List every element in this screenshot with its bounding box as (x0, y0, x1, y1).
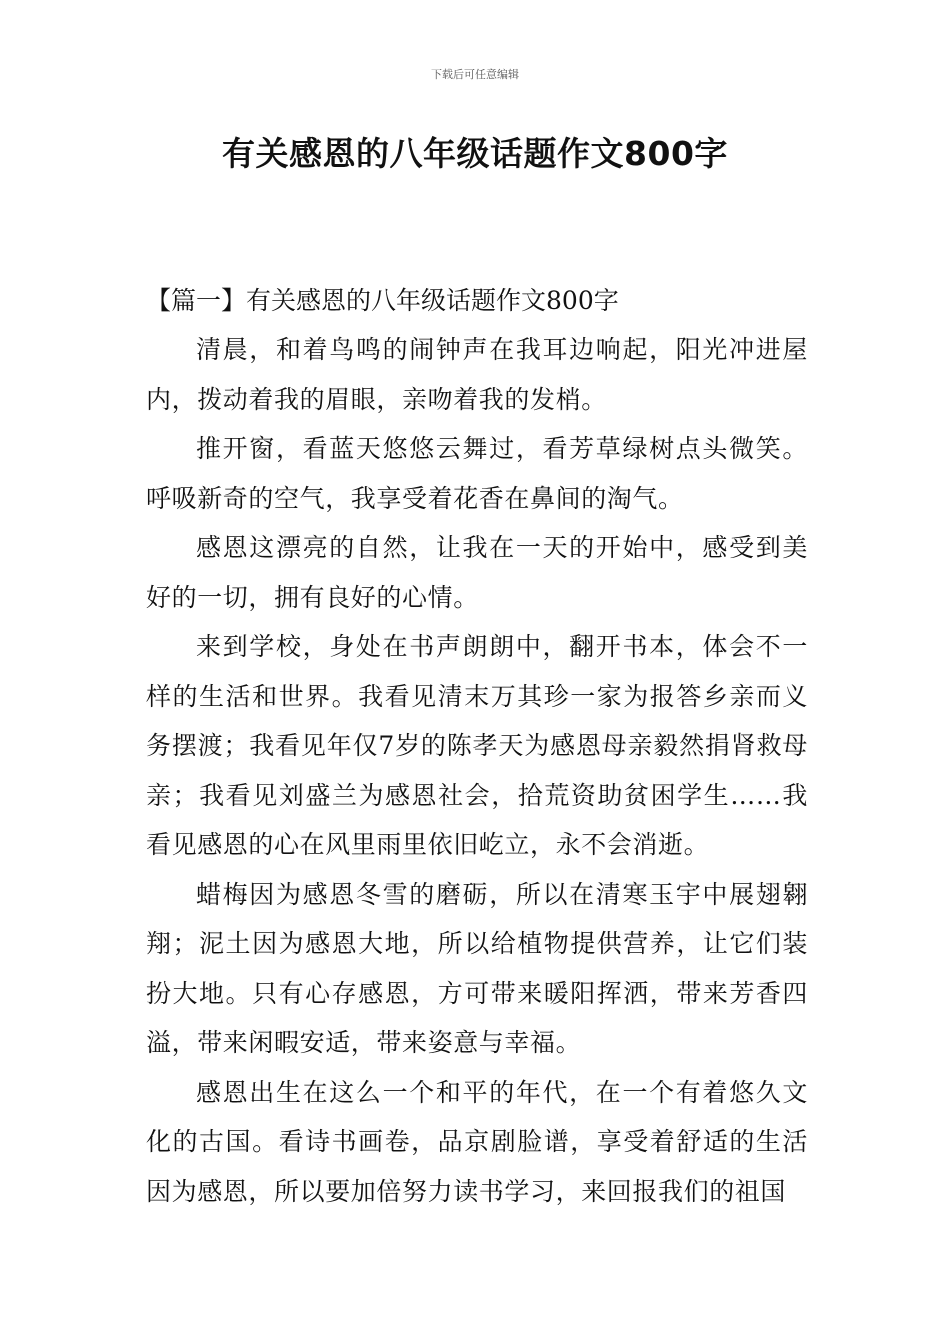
section-heading: 【篇一】有关感恩的八年级话题作文800字 (146, 286, 619, 315)
paragraph: 感恩出生在这么一个和平的年代，在一个有着悠久文化的古国。看诗书画卷，品京剧脸谱，享受着舒适的生活因为感恩，所以要加倍努力读书学习，来回报我们的祖国 (146, 1077, 808, 1206)
paragraph: 推开窗，看蓝天悠悠云舞过，看芳草绿树点头微笑。呼吸新奇的空气，我享受着花香在鼻间的淘气。 (146, 434, 808, 513)
document-body (146, 276, 808, 1216)
paragraph: 感恩这漂亮的自然，让我在一天的开始中，感受到美好的一切，拥有良好的心情。 (146, 533, 808, 612)
paragraph: 蜡梅因为感恩冬雪的磨砺，所以在清寒玉宇中展翅翱翔；泥土因为感恩大地，所以给植物提供营养，让它们装扮大地。只有心存感恩，方可带来暖阳挥洒，带来芳香四溢，带来闲暇安适，带来姿意与幸福。 (146, 879, 808, 1057)
document-title: 有关感恩的八年级话题作文800字 (222, 134, 728, 173)
paragraph: 来到学校，身处在书声朗朗中，翻开书本，体会不一样的生活和世界。我看见清末万其珍一家为报答乡亲而义务摆渡；我看见年仅7岁的陈孝天为感恩母亲毅然捐肾救母亲；我看见刘盛兰为感恩社会，拾荒资助贫困学生……我看见感恩的心在风里雨里依旧屹立，永不会消逝。 (146, 632, 808, 859)
header-note: 下载后可任意编辑 (431, 68, 519, 81)
paragraph: 清晨，和着鸟鸣的闹钟声在我耳边响起，阳光冲进屋内，拨动着我的眉眼，亲吻着我的发梢。 (146, 335, 808, 414)
